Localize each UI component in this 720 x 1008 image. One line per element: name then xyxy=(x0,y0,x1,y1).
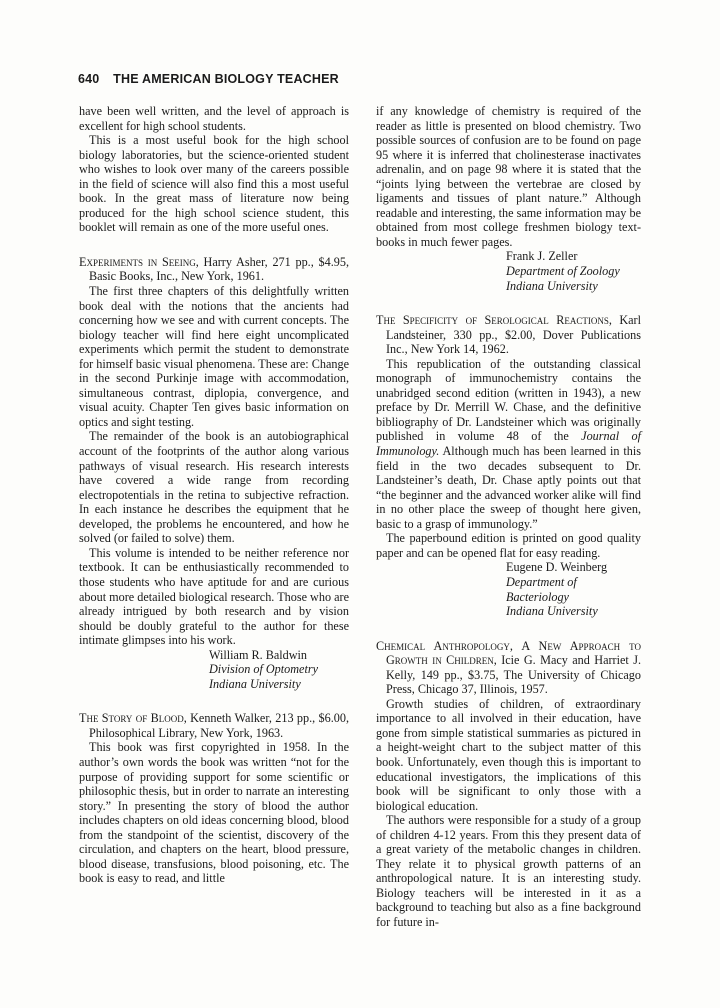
continued-paragraph: if any knowledge of chemistry is required of the reader as little is presented on blood chemistry. Two possible sources of confusion are to be found on page 95 where it is inferred that cholinesterase inactivates adrenalin, and on page 98 where it is stated that the “joints lying between the vertebrae are closed by ligaments and tissues of plant nature.” Although readable and interesting, the same information may be obtained from most college freshmen biology textbooks in much fewer pages. xyxy=(376,104,641,249)
journal-title: THE AMERICAN BIOLOGY TEACHER xyxy=(113,72,339,86)
reviewer-department: Department of Bacteriology xyxy=(506,574,577,604)
review-heading xyxy=(376,639,641,697)
review-heading xyxy=(376,313,641,357)
right-column xyxy=(376,104,641,930)
reviewer-university: Indiana University xyxy=(209,676,301,691)
review-paragraph: This republication of the outstanding classical monograph of immunochemistry contains the unabridged second edition (written in 1943), a new preface by Dr. Merrill W. Chase, and the definitive bibliography of Dr. Landsteiner which was originally published in volume 48 of the Journal of Immunology. Although much has been learned in this field in the two decades subsequent to Dr. Landsteiner’s death, Dr. Chase aptly points out that “the beginner and the advanced worker alike will find in no other place the sweep of thought here given, basic to a grasp of immunology.” xyxy=(376,356,641,531)
reviewer-department: Division of Optometry xyxy=(209,662,318,677)
left-column xyxy=(79,104,349,886)
review-heading xyxy=(79,711,349,740)
review-title: The Story of Blood, xyxy=(79,711,187,726)
review-citation: Karl Landsteiner, 330 pp., $2.00, Dover Publications Inc., New York 14, 1962. xyxy=(386,313,641,357)
review-title: Experiments in Seeing, xyxy=(79,254,199,269)
reviewer-name: Eugene D. Weinberg xyxy=(506,560,608,575)
review-paragraph: This volume is intended to be neither reference nor textbook. It can be enthusiastically recommended to those students who have aptitude for and are curious about more detailed biological research. Those who are already intrigued by both research and by vision should be doubly grateful to the author for these intimate glimpses into his work. xyxy=(79,545,349,648)
review-paragraph: The first three chapters of this delightfully written book deal with the notions that the ancients had concerning how we see and with current concepts. The biology teacher will find here eight uncomplicated experiments which permit the student to demonstrate for himself basic visual phenomena. These are: Change in the second Purkinje image with accommodation, simultaneous contrast, diplopia, convergence, and visual acuity. Chapter Ten gives basic information on optics and sight testing. xyxy=(79,284,349,429)
reviewer-name: William R. Baldwin xyxy=(209,647,308,662)
review-citation: Kenneth Walker, 213 pp., $6.00, Philosophical Library, New York, 1963. xyxy=(89,711,349,740)
reviewer-university: Indiana University xyxy=(506,604,598,619)
intro-paragraph: This is a most useful book for the high school biology laboratories, but the science-oriented student who wishes to look over many of the careers possible in the field of science will also find this a most useful book. In the great mass of literature now being produced for the high school science student, this booklet will remain as one of the more useful ones. xyxy=(79,133,349,235)
review-citation: Harry Asher, 271 pp., $4.95, Basic Books, Inc., New York, 1961. xyxy=(89,254,349,284)
review-paragraph: Growth studies of children, of extraordinary importance to all involved in their education, have gone from simple statistical summaries as pictured in a height-weight chart to the subject matter of this book. Unfortunately, even though this is important to educational investigators, the implications of this book will be significant to only those with a biological education. xyxy=(376,696,641,813)
review-paragraph: This book was first copyrighted in 1958. In the author’s own words the book was written “not for the purpose of providing support for some scientific or philosophic thesis, but in order to narrate an interesting story.” In presenting the story of blood the author includes chapters on old ideas concerning blood, blood from the standpoint of the scientist, discovery of the circulation, and chapters on the heart, blood pressure, blood disease, transfusions, blood poisoning, etc. The book is easy to read, and little xyxy=(79,740,349,886)
reviewer-department: Department of Zoology xyxy=(506,264,620,279)
running-header xyxy=(78,72,339,86)
review-paragraph: The authors were responsible for a study of a group of children 4-12 years. From this they present data of a great variety of the metabolic changes in children. They relate it to physical growth patterns of an anthropological nature. It is an interesting study. Biology teachers will be interested in it as a background to teaching but also as a fine background for future in- xyxy=(376,813,641,929)
review-paragraph: The paperbound edition is printed on good quality paper and can be opened flat for easy reading. xyxy=(376,531,641,560)
review-citation: Icie G. Macy and Harriet J. Kelly, 149 pp., $3.75, The University of Chicago Press, Chicago 37, Illinois, 1957. xyxy=(386,653,641,697)
review-paragraph: The remainder of the book is an autobiographical account of the footprints of the author along various pathways of visual research. His research interests have covered a wide range from recording electropotentials in the retina to subjective refraction. In each instance he describes the equipment that he developed, the problems he encountered, and how he solved (or failed to solve) them. xyxy=(79,429,349,546)
review-title: Chemical Anthropology, A New Approach to Growth in Children, xyxy=(376,638,641,668)
review-title: The Specificity of Serological Reactions, xyxy=(376,313,612,328)
intro-paragraph: have been well written, and the level of approach is excellent for high school students. xyxy=(79,104,349,133)
page-number: 640 xyxy=(78,72,100,86)
reviewer-university: Indiana University xyxy=(506,278,598,293)
review-heading xyxy=(79,255,349,284)
reviewer-name: Frank J. Zeller xyxy=(506,249,578,264)
